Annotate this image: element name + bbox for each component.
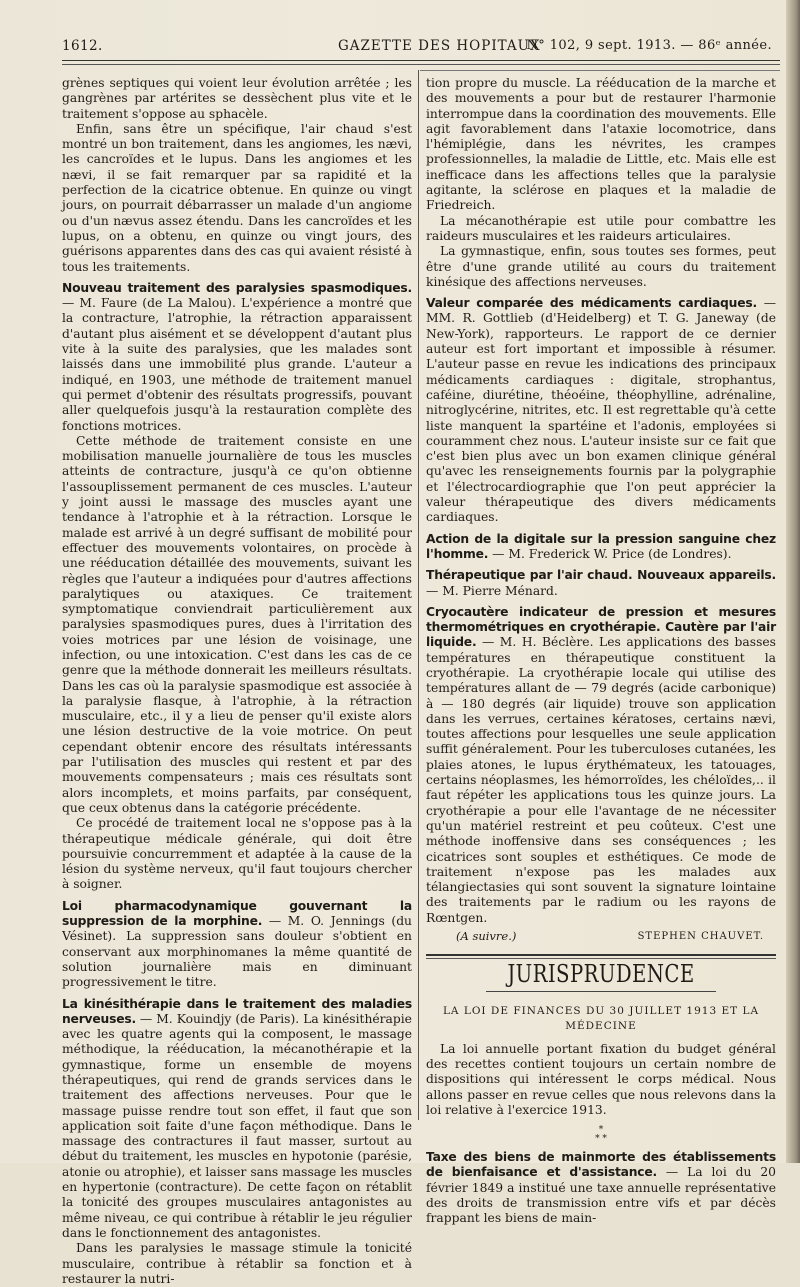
page-binding-edge	[786, 0, 800, 1163]
section-text: Les applications des basses températures en thérapeutique constituent la cryothérapie. La cryothérapie locale qui utilise des températures allant de — 79 degrés (acide carbonique) à — 180 degrés (air liquide) trouve son application dans les verrues, certaines kératoses, certains nævi, toutes affections pour lesquelles une seule application suffit généralement. Pour les tuberculoses cutanées, les plaies atones, le lupus érythémateux, les tatouages, certains néoplasmes, les hémorroïdes, les chéloïdes,.. il faut répéter les applications tous les quinze jours. La cryothérapie a pour elle l'avantage de ne nécessiter qu'un matériel restreint et peu coûteux. C'est une méthode inoffensive dans ses conséquences ; les cicatrices sont souples et esthétiques. Ce mode de traitement n'expose pas les malades aux télangiectasies qui sont souvent la signature lointaine des traitements par le radium ou les rayons de Rœntgen.	[426, 635, 776, 925]
paragraph: La loi annuelle portant fixation du budget général des recettes contient toujours un certain nombre de dispositions qui intéressent le corps médical. Nous allons passer en revue celles que nous relevons dans la loi relative à l'exercice 1913.	[426, 1041, 776, 1117]
paragraph: Enfin, sans être un spécifique, l'air chaud s'est montré un bon traitement, dans les angiomes, les nævi, les cancroïdes et le lupus. Dans les angiomes et les nævi, il se fait remarquer par sa rapidité et la perfection de la cicatrice obtenue. En quinze ou vingt jours, on pourrait débarrasser un malade d'un angiome ou d'un nævus assez étendu. Dans les cancroïdes et les lupus, on a obtenu, en quinze ou vingt jours, des guérisons apparentes dans des cas qui avaient résisté à tous les traitements.	[62, 121, 412, 274]
section-author: — M. H. Béclère.	[481, 635, 594, 650]
paragraph: Cette méthode de traitement consiste en une mobilisation manuelle journalière de tous les muscles atteints de contracture, jusqu'à ce qu'on obtienne l'assouplissement permanent de ces muscles. L'auteur y joint aussi le massage des muscles ayant une tendance à l'atrophie et à la rétraction. Lorsque le malade est arrivé à un degré suffisant de mobilité pour effectuer des mouvements volontaires, on procède à une rééducation détaillée des mouvements, suivant les règles que l'auteur a indiquées pour d'autres affections paralytiques ou ataxiques. Ce traitement symptomatique conviendrait particulièrement aux paralysies spasmodiques pures, dues à l'irritation des voies motrices par une lésion de voisinage, une infection, ou une intoxication. C'est dans les cas de ce genre que la méthode donnerait les meilleurs résultats. Dans les cas où la paralysie spasmodique est associée à la paralysie flasque, à l'atrophie, à la rétraction musculaire, etc., il y a lieu de penser qu'il existe alors une lésion destructive de la voie motrice. On peut cependant obtenir encore des résultats intéressants par l'utilisation des muscles qui restent et par des mouvements compensateurs ; mais ces résultats sont alors incomplets, et moins parfaits, par conséquent, que ceux obtenus dans la catégorie précédente.	[62, 433, 412, 815]
paragraph: Ce procédé de traitement local ne s'oppose pas à la thérapeutique médicale générale, qui doit être poursuivie concurremment et adaptée à la cause de la lésion du système nerveux, qu'il faut toujours chercher à soigner.	[62, 816, 412, 892]
section-title: Loi pharmacodynamique gouvernant la suppression de la morphine.	[62, 898, 412, 929]
jurisprudence-heading: JURISPRUDENCE	[507, 960, 695, 989]
a-suivre-note: (A suivre.)	[456, 929, 517, 944]
section-author: — M. Frederick W. Price (de Londres).	[492, 546, 732, 561]
paragraph: La gymnastique, enfin, sous toutes ses formes, peut être d'une grande utilité au cours du traitement kinésique des affections nerveuses.	[426, 244, 776, 289]
law-title: LA LOI DE FINANCES DU 30 JUILLET 1913 ET LA MÉDECINE	[442, 1004, 760, 1032]
section-text: La suppression sans douleur s'obtient en conservant aux morphinomanes la même quantité de solution journalière mais en diminuant progressivement le titre.	[62, 929, 412, 990]
section-title: La kinésithérapie dans le traitement des maladies nerveuses.	[62, 996, 412, 1026]
section-rule	[426, 954, 776, 956]
section-author: — M. Pierre Ménard.	[426, 583, 558, 598]
section-author: — M. O. Jennings (du Vésinet).	[62, 914, 412, 944]
page-header	[62, 38, 780, 60]
section-title: Cryocautère indicateur de pression et mesures thermométriques en cryothérapie. Cautère par l'air liquide.	[426, 604, 776, 650]
author-signature: STEPHEN CHAUVET.	[637, 931, 764, 943]
section-rule-thin	[426, 958, 776, 959]
paragraph: Dans les paralysies le massage stimule la tonicité musculaire, contribue à rétablir sa fonction et à restaurer la nutri-	[62, 1241, 412, 1286]
section-title: Taxe des biens de mainmorte des établissements de bienfaisance et d'assistance.	[426, 1150, 776, 1180]
section-author: — M. Kouindjy (de Paris).	[139, 1011, 300, 1026]
right-column	[426, 76, 776, 1227]
paragraph: La mécanothérapie est utile pour combattre les raideurs musculaires et les raideurs articulaires.	[426, 213, 776, 243]
column-divider	[418, 70, 419, 1120]
section-loi-pharmacodynamique	[62, 899, 412, 991]
section-text: L'expérience a montré que la contracture, l'atrophie, la rétraction apparaissent d'autant plus aisément et se développent d'autant plus vite à la suite des paralysies, que les malades sont laissés dans une immobilité plus grande. L'auteur a indiqué, en 1903, une méthode de traitement manuel qui permet d'obtenir des résultats progressifs, pouvant aller quelquefois jusqu'à la restauration complète des fonctions motrices.	[62, 296, 412, 433]
page-number: 1612.	[62, 38, 103, 54]
section-title: Thérapeutique par l'air chaud. Nouveaux appareils.	[426, 568, 776, 583]
journal-title: GAZETTE DES HOPITAUX	[338, 38, 541, 54]
section-author: — MM. R. Gottlieb (d'Heidelberg) et T. G. Janeway (de New-York),	[426, 296, 776, 341]
section-kinesitherapie	[62, 997, 412, 1242]
asterism-top: *	[598, 1125, 604, 1136]
section-title: Action de la digitale sur la pression sanguine chez l'homme.	[426, 531, 776, 561]
paragraph: grènes septiques qui voient leur évolution arrêtée ; les gangrènes par artérites se dessèchent plus vite et le traitement s'oppose au sphacèle.	[62, 76, 412, 121]
header-rule	[62, 60, 780, 61]
section-digitale	[426, 532, 776, 563]
section-medicaments-cardiaques	[426, 296, 776, 525]
section-text: — La loi du 20 février 1849 a institué une taxe annuelle représentative des droits de transmission entre vifs et par décès frappant les biens de main-	[426, 1165, 776, 1226]
left-column	[62, 76, 412, 1287]
article-footer	[426, 929, 776, 944]
section-author: — M. Faure (de La Malou).	[62, 296, 236, 311]
section-air-chaud	[426, 568, 776, 599]
section-text: rapporteurs. Le rapport de ce dernier auteur est fort important et impossible à résumer. L'auteur passe en revue les indications des principaux médicaments cardiaques : digitale, strophantus, caféine, diurétine, théoéine, théophylline, adrénaline, nitroglycérine, nitrites, etc. Il est regrettable qu'à cette liste manquent la spartéine et l'adonis, employées si couramment chez nous. L'auteur insiste sur ce fait que c'est bien plus avec un bon examen clinique général qu'avec les renseignements fournis par la polygraphie et l'électrocardiographie que l'on peut apprécier la valeur thérapeutique des divers médicaments cardiaques.	[426, 326, 776, 525]
section-title: Valeur comparée des médicaments cardiaques.	[426, 296, 757, 311]
section-cryocautere	[426, 605, 776, 926]
section-title: Nouveau traitement des paralysies spasmodiques.	[62, 280, 412, 295]
section-taxe-mainmorte	[426, 1150, 776, 1226]
section-nouveau-traitement	[62, 281, 412, 434]
asterism-bottom: * *	[595, 1134, 607, 1145]
header-rule-right	[420, 70, 780, 71]
issue-info: N° 102, 9 sept. 1913. — 86ᵉ année.	[526, 38, 772, 53]
header-rule-double	[62, 64, 780, 65]
asterism	[426, 1126, 776, 1144]
heading-rule	[486, 991, 716, 992]
paragraph: tion propre du muscle. La rééducation de la marche et des mouvements a pour but de restaurer l'harmonie interrompue dans la coordination des mouvements. Elle agit favorablement dans l'ataxie locomotrice, dans l'hémiplégie, dans les névrites, les crampes professionnelles, la maladie de Little, etc. Mais elle est inefficace dans les affections telles que la paralysie agitante, la sclérose en plaques et la maladie de Friedreich.	[426, 76, 776, 213]
section-text: La kinésithérapie avec les quatre agents qui la composent, le massage méthodique, la rééducation, la mécanothérapie et la gymnastique, forme un ensemble de moyens thérapeutiques, qui rend de grands services dans le traitement des affections nerveuses. Pour que le massage puisse rendre tout son effet, il faut que son application soit faite d'une façon méthodique. Dans le massage des contractures il faut masser, surtout au début du traitement, les muscles en hypotonie (parésie, atonie ou atrophie), et laisser sans massage les muscles en hypertonie (contracture). De cette façon on rétablit la tonicité des groupes musculaires antagonistes au même niveau, ce qui contribue à rétablir le jeu régulier dans le fonctionnement des antagonistes.	[62, 1011, 412, 1240]
